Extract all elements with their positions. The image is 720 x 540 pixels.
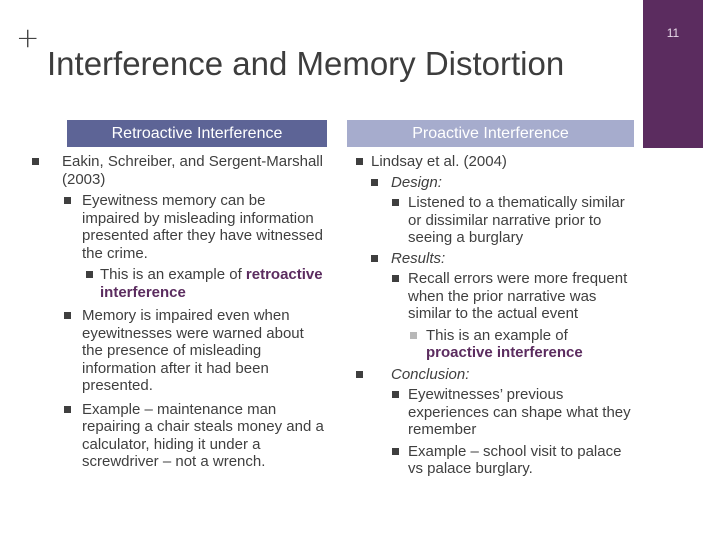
conclusion-text: Example – school visit to palace vs palace burglary. [408, 442, 622, 477]
finding-text: Eyewitness memory can be impaired by misleading information presented after they have witnessed the crime. [82, 192, 323, 262]
note-prefix: This is an example of [100, 266, 246, 283]
list-item [339, 194, 635, 247]
plus-symbol: + [16, 21, 40, 54]
list-item [24, 266, 324, 301]
list-item [339, 366, 635, 384]
key-term: retroactive interference [100, 266, 323, 301]
bullet-icon [371, 179, 378, 186]
conclusion-label: Conclusion: [391, 365, 470, 383]
bullet-icon [392, 448, 399, 455]
proactive-column [339, 153, 635, 478]
list-item [339, 153, 635, 171]
retroactive-header: Retroactive Interference [67, 120, 327, 147]
list-item [339, 386, 635, 439]
list-item [24, 192, 324, 262]
bullet-icon [356, 158, 363, 165]
bullet-icon [356, 371, 363, 378]
bullet-icon [64, 197, 71, 204]
list-item [339, 250, 635, 268]
list-item [24, 401, 324, 471]
example-note [426, 327, 635, 362]
results-label: Results: [391, 249, 446, 267]
list-item [339, 174, 635, 192]
list-item [24, 153, 324, 188]
study-citation: Eakin, Schreiber, and Sergent-Marshall (2003) [62, 153, 323, 188]
bullet-icon [64, 406, 71, 413]
sidebar-accent [643, 0, 703, 148]
bullet-icon [32, 158, 39, 165]
key-term: proactive interference [426, 344, 583, 361]
bullet-icon [410, 332, 417, 339]
bullet-icon [371, 255, 378, 262]
slide-title: Interference and Memory Distortion [47, 45, 565, 82]
results-text: Recall errors were more frequent when the prior narrative was similar to the actual event [408, 270, 628, 322]
example-note [100, 266, 324, 301]
example-text: Example – maintenance man repairing a chair steals money and a calculator, hiding it under a screwdriver – not a wrench. [82, 400, 324, 470]
bullet-icon [392, 275, 399, 282]
bullet-icon [392, 199, 399, 206]
list-item [339, 443, 635, 478]
bullet-icon [86, 271, 93, 278]
finding-text: Memory is impaired even when eyewitnesses were warned about the presence of misleading information after it had been presented. [82, 307, 304, 394]
proactive-header: Proactive Interference [347, 120, 634, 147]
conclusion-text: Eyewitnesses’ previous experiences can shape what they remember [408, 386, 631, 438]
bullet-icon [64, 312, 71, 319]
list-item [339, 327, 635, 362]
design-text: Listened to a thematically similar or dissimilar narrative prior to seeing a burglary [408, 194, 625, 246]
list-item [24, 307, 324, 395]
study-citation: Lindsay et al. (2004) [371, 153, 507, 170]
note-prefix: This is an example of [426, 326, 568, 344]
design-label: Design: [391, 173, 442, 191]
list-item [339, 270, 635, 323]
retroactive-column [24, 153, 324, 471]
bullet-icon [392, 391, 399, 398]
page-number: 11 [666, 26, 680, 40]
